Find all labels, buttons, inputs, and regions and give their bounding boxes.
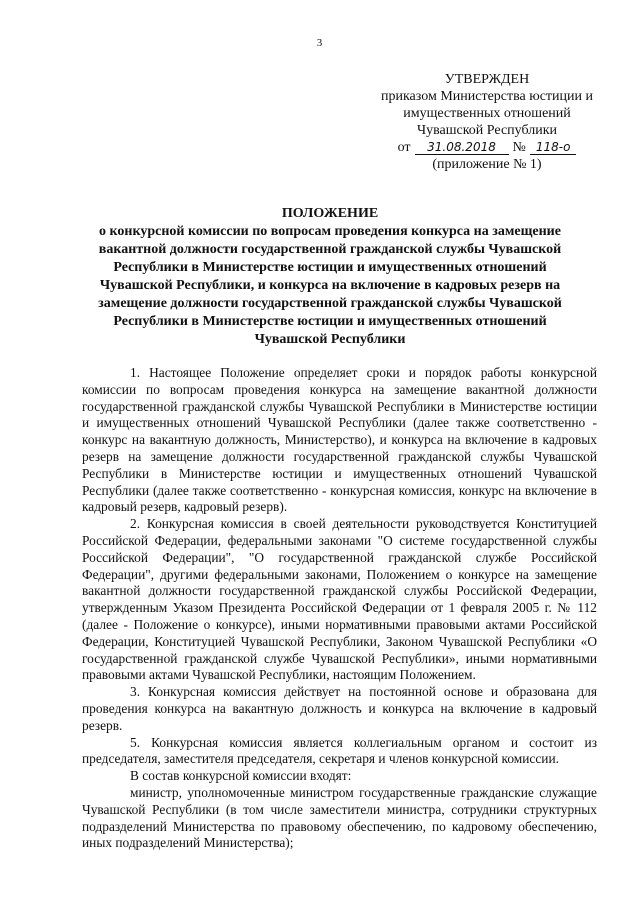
paragraph-3: 3. Конкурсная комиссия действует на постоянной основе и образована для проведения конкурса на вакантную должность и конкурса на включение в кадровый резерв. (82, 684, 597, 733)
title-heading: ПОЛОЖЕНИЕ (281, 206, 379, 221)
approval-line: имущественных отношений (403, 106, 571, 121)
approval-line: Чувашской Республики (416, 123, 558, 138)
appendix-label: (приложение № 1) (432, 157, 542, 172)
approval-title: УТВЕРЖДЕН (444, 72, 530, 87)
document-body (82, 365, 597, 852)
paragraph-composition: В состав конкурсной комиссии входят: (130, 768, 352, 784)
approval-line: приказом Министерства юстиции и (380, 89, 594, 104)
title-line: Чувашской Республики, и конкурса на включение в кадровых резерв на (99, 278, 561, 293)
date-prefix: от (397, 140, 411, 155)
title-line: Чувашской Республики (254, 332, 406, 347)
number-sign: № (512, 140, 526, 155)
title-line: Республики в Министерстве юстиции и имущественных отношений (113, 314, 547, 329)
approval-date-line (348, 139, 626, 156)
title-line: вакантной должности государственной гражданской службы Чувашской (98, 242, 562, 257)
title-line: о конкурсной комиссии по вопросам проведения конкурса на замещение (99, 224, 561, 239)
title-line: замещение должности государственной гражданской службы Чувашской (98, 296, 562, 311)
paragraph-members: министр, уполномоченные министром государственные гражданские служащие Чувашской Республики (в том числе заместители министра, сотрудники структурных подразделений Министерства по правовому обеспечению, по кадровому обеспечению, иных подразделений Министерства); (82, 784, 597, 851)
approval-stamp (348, 71, 626, 173)
document-title (80, 205, 580, 349)
page-number: 3 (316, 37, 323, 49)
handwritten-date: 31.08.2018 (415, 140, 509, 155)
paragraph-2: 2. Конкурсная комиссия в своей деятельности руководствуется Конституцией Российской Федерации, федеральными законами "О системе государственной службы Российской Федерации", "О государственной гражданской службе Российской Федерации", другими федеральными законами, Положением о конкурсе на замещение вакантной должности государственной гражданской службы Российской Федерации, утвержденным Указом Президента Российской Федерации от 1 февраля 2005 г. № 112 (далее - Положение о конкурсе), иными нормативными правовыми актами Российской Федерации, Конституцией Чувашской Республики, Законом Чувашской Республики «О государственной гражданской службе Чувашской Республики», иными нормативными правовыми актами Чувашской Республики, настоящим Положением. (82, 516, 597, 683)
paragraph-5: 5. Конкурсная комиссия является коллегиальным органом и состоит из председателя, заместителя председателя, секретаря и членов конкурсной комиссии. (82, 734, 597, 767)
handwritten-number: 118-о (530, 140, 577, 155)
paragraph-1: 1. Настоящее Положение определяет сроки и порядок работы конкурсной комиссии по вопросам проведения конкурса на замещение вакантной должности государственной гражданской службы Чувашской Республики в Министерстве юстиции и имущественных отношений Чувашской Республики (далее также соответственно - конкурс на вакантную должность, Министерство), и конкурса на включение в кадровых резерв на замещение должности государственной гражданской службы Чувашской Республики в Министерстве юстиции и имущественных отношений Чувашской Республики (далее также соответственно - конкурсная комиссия, конкурс на включение в кадровый резерв, кадровый резерв). (82, 365, 597, 515)
title-line: Республики в Министерстве юстиции и имущественных отношений (113, 260, 547, 275)
